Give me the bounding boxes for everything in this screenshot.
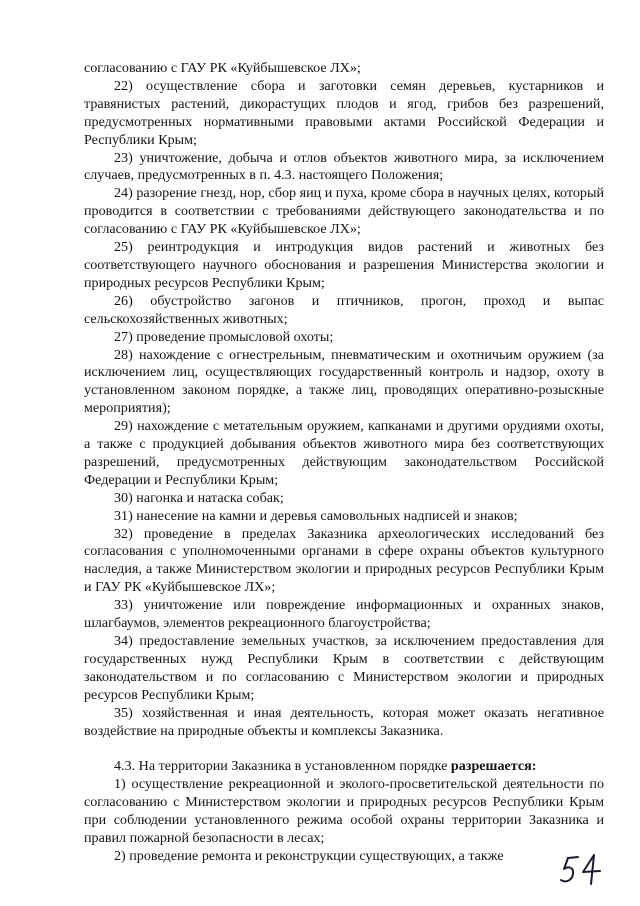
list-item-26: 26) обустройство загонов и птичников, прогон, проход и выпас сельскохозяйственных животных; [84, 292, 604, 327]
list-item-28: 28) нахождение с огнестрельным, пневматическим и охотничьим оружием (за исключением лиц, осуществляющих государственный контроль и надзор, охоту в установленном законом порядке, а также лиц, проводящих оперативно-розыскные мероприятия); [84, 346, 604, 417]
list-item-30: 30) нагонка и натаска собак; [114, 489, 284, 506]
paragraph-continuation: согласованию с ГАУ РК «Куйбышевское ЛХ»; [84, 60, 361, 76]
list-item-35: 35) хозяйственная и иная деятельность, которая может оказать негативное воздействие на природные объекты и комплексы Заказника. [84, 704, 604, 739]
list-item-34: 34) предоставление земельных участков, за исключением предоставления для государственных нужд Республики Крым в соответствии с действующим законодательством и по согласованию с Министерством экологии и природных ресурсов Республики Крым; [84, 633, 604, 703]
list-item-33: 33) уничтожение или повреждение информационных и охранных знаков, шлагбаумов, элементов рекреационного благоустройства; [84, 597, 604, 632]
list-item-31: 31) нанесение на камни и деревья самовольных надписей и знаков; [114, 507, 518, 524]
handwritten-page-number [558, 852, 608, 888]
section-heading-emphasis: разрешается: [450, 758, 537, 775]
list-item-29: 29) нахождение с метательным оружием, капканами и другими орудиями охоты, а также с продукцией добывания объектов животного мира без соответствующих разрешений, предусмотренных действующим законодательством Российской Федерации и Республики Крым; [84, 418, 604, 488]
list-item-32: 32) проведение в пределах Заказника археологических исследований без согласования с уполномоченными органами в сфере охраны объектов культурного наследия, а также Министерством экологии и природных ресурсов Республики Крым и ГАУ РК «Куйбышевское ЛХ»; [84, 525, 604, 596]
list-item-23: 23) уничтожение, добыча и отлов объектов животного мира, за исключением случаев, предусмотренных в п. 4.3. настоящего Положения; [84, 149, 604, 184]
section-heading-text: 4.3. На территории Заказника в установленном порядке [114, 758, 451, 775]
document-page [84, 60, 604, 866]
list-item-22: 22) осуществление сбора и заготовки семян деревьев, кустарников и травянистых растений, дикорастущих плодов и ягод, грибов без разрешений, предусмотренных нормативными правовыми актами Российской Федерации и Республики Крым; [84, 77, 604, 148]
allowed-item-1: 1) осуществление рекреационной и эколого-просветительской деятельности по согласованию с Министерством экологии и природных ресурсов Республики Крым при соблюдении установленного режима особой охраны территории Заказника и правил пожарной безопасности в лесах; [84, 776, 604, 847]
list-item-27: 27) проведение промысловой охоты; [114, 328, 334, 345]
handwritten-page-number-icon [558, 852, 608, 888]
section-spacer [84, 740, 604, 758]
section-heading [84, 758, 604, 776]
list-item-24: 24) разорение гнезд, нор, сбор яиц и пуха, кроме сбора в научных целях, который проводится в соответствии с требованиями действующего законодательства и по согласованию с ГАУ РК «Куйбышевское ЛХ»; [84, 185, 604, 238]
allowed-item-2: 2) проведение ремонта и реконструкции существующих, а также [114, 847, 504, 864]
list-item-25: 25) реинтродукция и интродукция видов растений и животных без соответствующего научного обоснования и разрешения Министерства экологии и природных ресурсов Республики Крым; [84, 239, 604, 291]
